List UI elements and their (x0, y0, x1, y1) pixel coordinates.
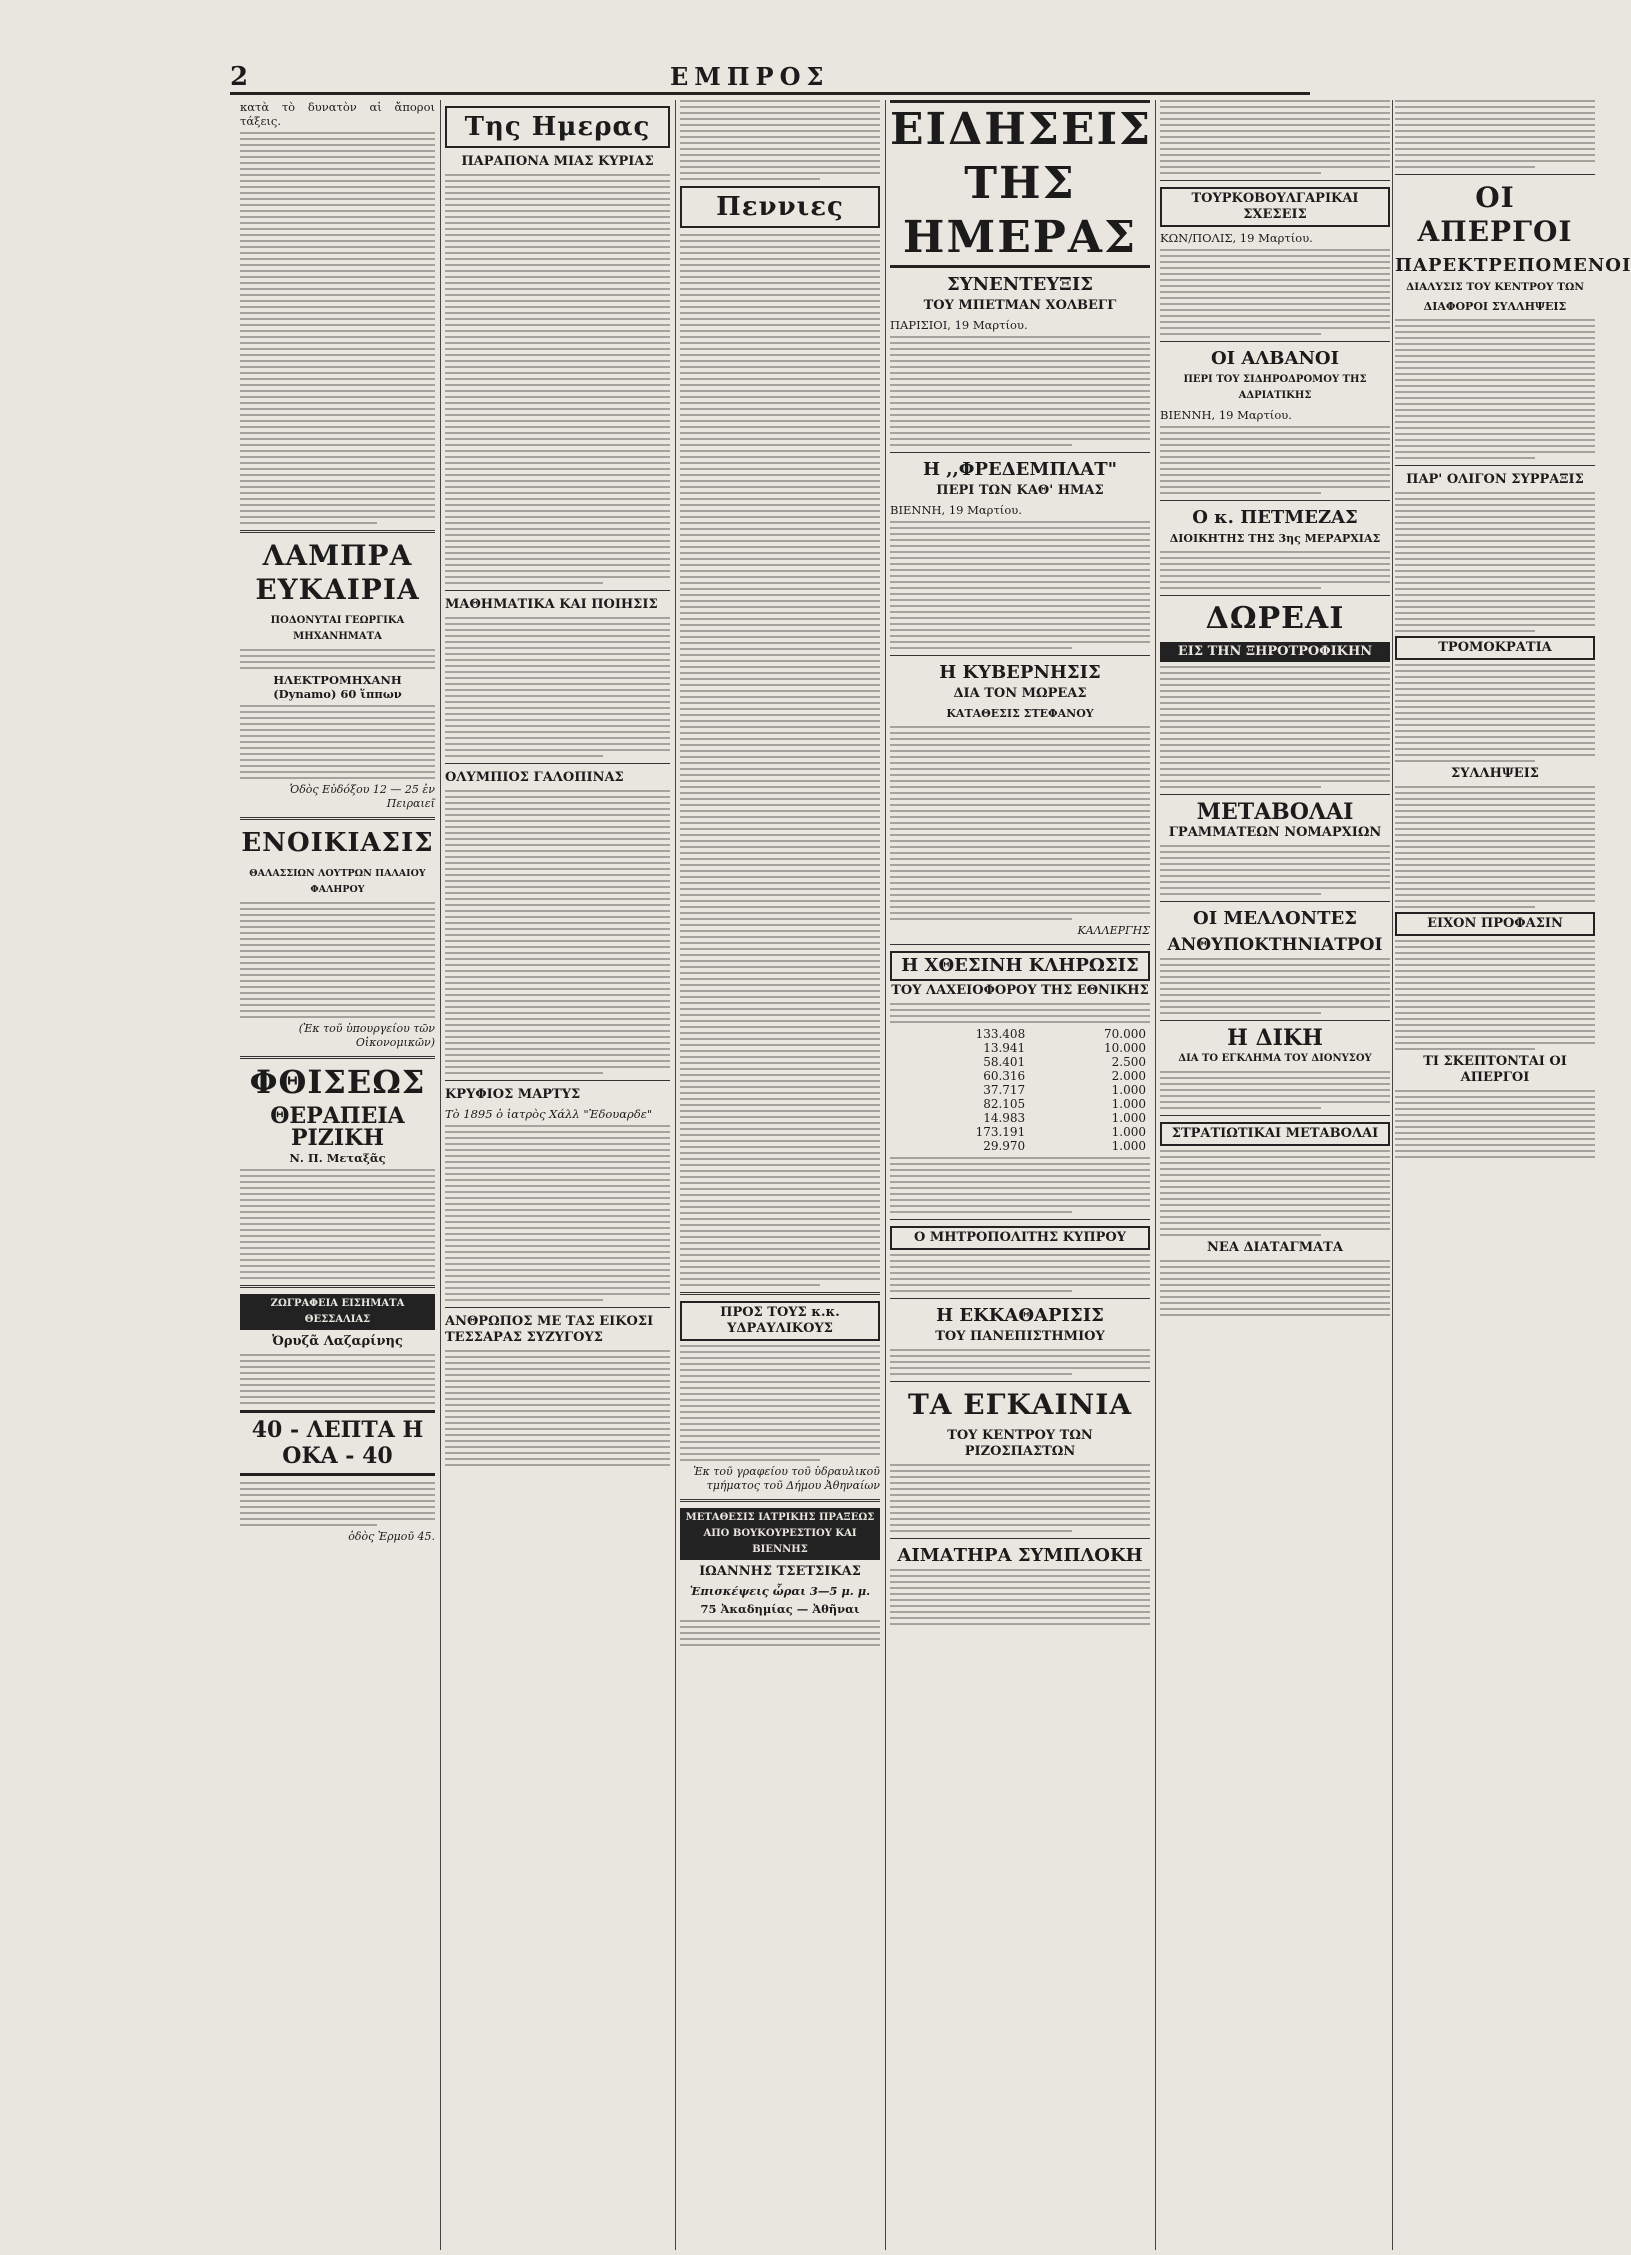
ad-subtitle: ΘΕΡΑΠΕΙΑ ΡΙΖΙΚΗ (270, 1103, 405, 1151)
lottery-number: 82.105 (983, 1097, 1026, 1111)
ad-text (240, 705, 435, 779)
ad-doctor: ΙΩΑΝΝΗΣ ΤΣΕΤΣΙΚΑΣ (699, 1564, 861, 1579)
news-headline: Η ,,ΦΡΕΔΕΜΠΛΑΤ" (922, 459, 1118, 480)
divider (445, 1307, 670, 1308)
divider (1160, 901, 1390, 902)
news-headline: Η ΕΚΚΑΘΑΡΙΣΙΣ (936, 1305, 1104, 1326)
lottery-row (890, 1041, 1150, 1055)
story-headline: ΟΛΥΜΠΙΟΣ ΓΑΛΟΠΙΝΑΣ (445, 770, 624, 785)
lottery-row (890, 1069, 1150, 1083)
lottery-row (890, 1083, 1150, 1097)
story-headline: ΠΑΡΑΠΟΝΑ ΜΙΑΣ ΚΥΡΙΑΣ (461, 154, 654, 169)
divider (1160, 794, 1390, 795)
divider (890, 1381, 1150, 1382)
ad-title: ΠΡΟΣ ΤΟΥΣ κ.κ. ΥΔΡΑΥΛΙΚΟΥΣ (680, 1301, 880, 1341)
news-headline: ΣΥΛΛΗΨΕΙΣ (1451, 766, 1539, 781)
article-text (1395, 1090, 1595, 1158)
divider (240, 1056, 435, 1059)
news-headline: Ο ΜΗΤΡΟΠΟΛΙΤΗΣ ΚΥΠΡΟΥ (890, 1226, 1150, 1250)
news-subheadline: ΠΕΡΙ ΤΟΥ ΣΙΔΗΡΟΔΡΟΜΟΥ ΤΗΣ ΑΔΡΙΑΤΙΚΗΣ (1183, 374, 1367, 401)
divider (240, 530, 435, 533)
news-subheadline: ΔΙΑ ΤΟΝ ΜΩΡΕΑΣ (953, 686, 1087, 701)
news-headline: ΜΕΤΑΒΟΛΑΙ (1196, 799, 1354, 825)
divider (1395, 465, 1595, 466)
column-1 (240, 100, 435, 2250)
ad-text (680, 1620, 880, 1646)
news-subheadline: ΔΙΟΙΚΗΤΗΣ ΤΗΣ 3ης ΜΕΡΑΡΧΙΑΣ (1169, 532, 1381, 545)
divider (1160, 1020, 1390, 1021)
story-headline: ΚΡΥΦΙΟΣ ΜΑΡΤΥΣ (445, 1087, 581, 1102)
ad-signature: (Ἐκ τοῦ ὑπουργείου τῶν Οἰκονομικῶν) (298, 1022, 435, 1049)
news-headline: ΣΥΝΕΝΤΕΥΞΙΣ (947, 274, 1093, 295)
news-subheadline: ΤΟΥ ΠΑΝΕΠΙΣΤΗΜΙΟΥ (935, 1329, 1105, 1344)
article-text (1395, 664, 1595, 762)
ad-text (240, 1482, 435, 1508)
article-text (890, 1464, 1150, 1532)
ad-text (240, 902, 435, 1018)
lottery-row (890, 1055, 1150, 1069)
ad-title: ΛΑΜΠΡΑ ΕΥΚΑΙΡΙΑ (255, 539, 420, 606)
news-headline: ΟΙ ΑΛΒΑΝΟΙ (1210, 348, 1340, 369)
divider (445, 590, 670, 591)
news-subheadline: ΔΙΑΛΥΣΙΣ ΤΟΥ ΚΕΝΤΡΟΥ ΤΩΝ (1406, 281, 1584, 293)
article-text (1160, 958, 1390, 1014)
divider (240, 817, 435, 820)
ad-subtitle: ΠΟΔΟΝΥΤΑΙ ΓΕΩΡΓΙΚΑ ΜΗΧΑΝΗΜΑΤΑ (270, 615, 405, 642)
divider (890, 944, 1150, 945)
news-headline: Η ΧΘΕΣΙΝΗ ΚΛΗΡΩΣΙΣ (890, 951, 1150, 981)
divider (890, 1219, 1150, 1220)
article-text (1395, 319, 1595, 459)
lottery-number: 14.983 (983, 1111, 1026, 1125)
divider (1160, 1115, 1390, 1116)
divider (1160, 341, 1390, 342)
story-headline: ΜΑΘΗΜΑΤΙΚΑ ΚΑΙ ΠΟΙΗΣΙΣ (445, 597, 658, 612)
divider (890, 655, 1150, 656)
paper-name: ΕΜΠΡΟΣ (670, 62, 830, 91)
article-text (1160, 1150, 1390, 1236)
divider (445, 1080, 670, 1081)
news-subheadline: ΓΡΑΜΜΑΤΕΩΝ ΝΟΜΑΡΧΙΩΝ (1168, 825, 1382, 840)
lottery-row (890, 1027, 1150, 1041)
ad-title: ΦΘΙΣΕΩΣ (249, 1063, 426, 1101)
column-rule (675, 100, 676, 2250)
column-6 (1395, 100, 1631, 2250)
news-subheadline: ΔΙΑΦΟΡΟΙ ΣΥΛΛΗΨΕΙΣ (1423, 300, 1567, 313)
lottery-prize: 1.000 (1111, 1097, 1146, 1111)
ad-signature: Ἐκ τοῦ γραφείου τοῦ ὑδραυλικοῦ τμήματος τοῦ Δήμου Ἀθηναίων (693, 1465, 880, 1492)
article-text (890, 1157, 1150, 1213)
divider (1395, 174, 1595, 175)
news-subheadline: ΕΙΣ ΤΗΝ ΞΗΡΟΤΡΟΦΙΚΗΝ (1160, 642, 1390, 662)
article-text (445, 1125, 670, 1301)
ad-hours: Ἐπισκέψεις ὧραι 3—5 μ. μ. (689, 1584, 871, 1598)
ad-subtitle: ΘΑΛΑΣΣΙΩΝ ΛΟΥΤΡΩΝ ΠΑΛΑΙΟΥ ΦΑΛΗΡΟΥ (249, 868, 426, 895)
article-text (1160, 1260, 1390, 1316)
ad-doctor: Ν. Π. Μεταξᾶς (289, 1151, 386, 1165)
article-text (1160, 666, 1390, 788)
article-text (890, 1349, 1150, 1375)
ad-signature: ὁδὸς Ἑρμοῦ 45. (348, 1530, 435, 1543)
news-headline: ΠΑΡ' ΟΛΙΓΟΝ ΣΥΡΡΑΞΙΣ (1406, 472, 1584, 487)
article-text (1160, 845, 1390, 895)
news-subheadline: ΠΕΡΙ ΤΩΝ ΚΑΘ' ΗΜΑΣ (936, 483, 1104, 498)
lottery-row (890, 1111, 1150, 1125)
lottery-row (890, 1139, 1150, 1153)
article-text (445, 617, 670, 757)
lottery-row (890, 1125, 1150, 1139)
story-lead: Τὸ 1895 ὁ ἰατρὸς Χάλλ "Ἐδουαρδε" (445, 1107, 653, 1121)
news-headline: Ο κ. ΠΕΤΜΕΖΑΣ (1192, 507, 1358, 528)
news-subheadline: ΠΑΡΕΚΤΡΕΠΟΜΕΝΟΙ (1395, 255, 1631, 276)
article-text (1395, 786, 1595, 908)
news-headline: ΔΩΡΕΑΙ (1205, 601, 1345, 636)
article-text (1160, 249, 1390, 335)
news-subheadline: ΤΟΥ ΜΠΕΤΜΑΝ ΧΟΛΒΕΓΓ (923, 298, 1117, 313)
news-subheadline: ΤΟΥ ΚΕΝΤΡΟΥ ΤΩΝ ΡΙΖΟΣΠΑΣΤΩΝ (947, 1428, 1093, 1459)
news-headline: ΟΙ ΑΠΕΡΓΟΙ (1417, 181, 1573, 248)
divider (445, 763, 670, 764)
column-rule (440, 100, 441, 2250)
dateline: ΠΑΡΙΣΙΟΙ, 19 Μαρτίου. (890, 318, 1028, 332)
news-headline: ΤΙ ΣΚΕΠΤΟΝΤΑΙ ΟΙ ΑΠΕΡΓΟΙ (1423, 1054, 1567, 1085)
news-subheadline: ΚΑΤΑΘΕΣΙΣ ΣΤΕΦΑΝΟΥ (946, 707, 1094, 720)
column-rule (885, 100, 886, 2250)
lottery-number: 60.316 (983, 1069, 1026, 1083)
ad-line: ΗΛΕΚΤΡΟΜΗΧΑΝΗ (Dynamo) 60 ἵππων (273, 673, 402, 701)
article-text (1160, 551, 1390, 589)
news-subheadline: ΔΙΑ ΤΟ ΕΓΚΛΗΜΑ ΤΟΥ ΔΙΟΝΥΣΟΥ (1178, 1053, 1372, 1064)
article-text (240, 132, 435, 524)
masthead (230, 62, 1310, 95)
story-headline: ΑΝΘΡΩΠΟΣ ΜΕ ΤΑΣ ΕΙΚΟΣΙ ΤΕΣΣΑΡΑΣ ΣΥΖΥΓΟΥΣ (445, 1314, 654, 1345)
article-text (1395, 492, 1595, 632)
ad-subtitle: Ὀρυζᾶ Λαζαρίνης (272, 1334, 403, 1349)
ad-address: 75 Ἀκαδημίας — Ἀθῆναι (700, 1602, 860, 1616)
news-headline: ΟΙ ΜΕΛΛΟΝΤΕΣ (1193, 908, 1357, 929)
article-text (890, 521, 1150, 649)
article-text (445, 1350, 670, 1466)
lottery-prize: 2.000 (1111, 1069, 1146, 1083)
divider (240, 1285, 435, 1288)
column-5 (1160, 100, 1390, 2250)
ad-text (240, 649, 435, 669)
divider (1160, 180, 1390, 181)
article-text (445, 790, 670, 1074)
article-text (890, 1569, 1150, 1625)
news-headline: ΕΙΧΟΝ ΠΡΟΦΑΣΙΝ (1395, 912, 1595, 936)
lottery-prize: 1.000 (1111, 1111, 1146, 1125)
lottery-number: 13.941 (983, 1041, 1026, 1055)
price-banner: 40 - ΛΕΠΤΑ Η ΟΚΑ - 40 (240, 1410, 435, 1476)
article-text (890, 726, 1150, 920)
column-2 (445, 100, 670, 2250)
ad-text (240, 1512, 435, 1526)
article-text (1160, 1071, 1390, 1109)
ad-text (240, 1354, 435, 1404)
lottery-number: 29.970 (983, 1139, 1026, 1153)
page-number: 2 (230, 62, 249, 92)
article-text (1160, 426, 1390, 494)
divider (890, 452, 1150, 453)
lottery-number: 173.191 (975, 1125, 1026, 1139)
divider (1160, 595, 1390, 596)
ad-signature: Ὁδὸς Εὐδόξου 12 — 25 ἐν Πειραιεῖ (289, 783, 435, 810)
article-text (890, 336, 1150, 446)
column-3 (680, 100, 880, 2250)
lottery-table (890, 1027, 1150, 1153)
lottery-prize: 1.000 (1111, 1083, 1146, 1097)
divider (680, 1292, 880, 1295)
lottery-number: 37.717 (983, 1083, 1026, 1097)
section-title: Πεννιες (680, 186, 880, 228)
lead-text: κατὰ τὸ δυνατὸν αἱ ἄποροι τάξεις. (240, 100, 435, 128)
column-4 (890, 100, 1153, 2250)
signature: ΚΑΛΛΕΡΓΗΣ (1077, 924, 1150, 937)
article-text (1395, 940, 1595, 1050)
news-subheadline: ΑΝΘΥΠΟΚΤΗΝΙΑΤΡΟΙ (1167, 935, 1383, 955)
divider (680, 1499, 880, 1502)
ad-text (680, 1345, 880, 1461)
dateline: ΒΙΕΝΝΗ, 19 Μαρτίου. (1160, 408, 1292, 422)
lottery-prize: 70.000 (1104, 1027, 1146, 1041)
column-rule (1155, 100, 1156, 2250)
article-text (445, 174, 670, 584)
divider (890, 1298, 1150, 1299)
article-text (1395, 100, 1595, 168)
news-headline: Η ΚΥΒΕΡΝΗΣΙΣ (939, 662, 1101, 683)
article-text (680, 100, 880, 180)
article-text (890, 1254, 1150, 1292)
divider (1160, 500, 1390, 501)
ad-text (240, 1169, 435, 1279)
article-text (680, 234, 880, 1286)
article-text (890, 1003, 1150, 1023)
ad-title: ΕΝΟΙΚΙΑΣΙΣ (241, 828, 434, 858)
lottery-prize: 2.500 (1111, 1055, 1146, 1069)
dateline: ΚΩΝ/ΠΟΛΙΣ, 19 Μαρτίου. (1160, 231, 1313, 245)
divider (890, 1538, 1150, 1539)
ad-title: ΖΩΓΡΑΦΕΙΑ ΕΙΣΗΜΑΤΑ ΘΕΣΣΑΛΙΑΣ (240, 1294, 435, 1330)
news-headline: ΑΙΜΑΤΗΡΑ ΣΥΜΠΛΟΚΗ (897, 1545, 1143, 1566)
column-rule (1392, 100, 1393, 2250)
news-headline: ΣΤΡΑΤΙΩΤΙΚΑΙ ΜΕΤΑΒΟΛΑΙ (1160, 1122, 1390, 1146)
lottery-number: 58.401 (983, 1055, 1026, 1069)
news-headline: ΝΕΑ ΔΙΑΤΑΓΜΑΤΑ (1207, 1240, 1343, 1255)
news-headline: ΤΟΥΡΚΟΒΟΥΛΓΑΡΙΚΑΙ ΣΧΕΣΕΙΣ (1160, 187, 1390, 227)
lottery-prize: 1.000 (1111, 1139, 1146, 1153)
ad-title: ΜΕΤΑΘΕΣΙΣ ΙΑΤΡΙΚΗΣ ΠΡΑΞΕΩΣ ΑΠΟ ΒΟΥΚΟΥΡΕΣΤΙΟΥ ΚΑΙ ΒΙΕΝΝΗΣ (680, 1508, 880, 1560)
news-headline: ΤΡΟΜΟΚΡΑΤΙΑ (1395, 636, 1595, 660)
lottery-prize: 1.000 (1111, 1125, 1146, 1139)
section-title: Της Ημερας (445, 106, 670, 148)
lottery-number: 133.408 (975, 1027, 1026, 1041)
news-headline: Η ΔΙΚΗ (1227, 1025, 1323, 1051)
lottery-row (890, 1097, 1150, 1111)
dateline: ΒΙΕΝΝΗ, 19 Μαρτίου. (890, 503, 1022, 517)
article-text (1160, 100, 1390, 174)
news-headline: ΤΑ ΕΓΚΑΙΝΙΑ (907, 1388, 1133, 1421)
lottery-prize: 10.000 (1104, 1041, 1146, 1055)
section-title: ΕΙΔΗΣΕΙΣ ΤΗΣ ΗΜΕΡΑΣ (890, 100, 1150, 268)
news-subheadline: ΤΟΥ ΛΑΧΕΙΟΦΟΡΟΥ ΤΗΣ ΕΘΝΙΚΗΣ (891, 983, 1149, 998)
